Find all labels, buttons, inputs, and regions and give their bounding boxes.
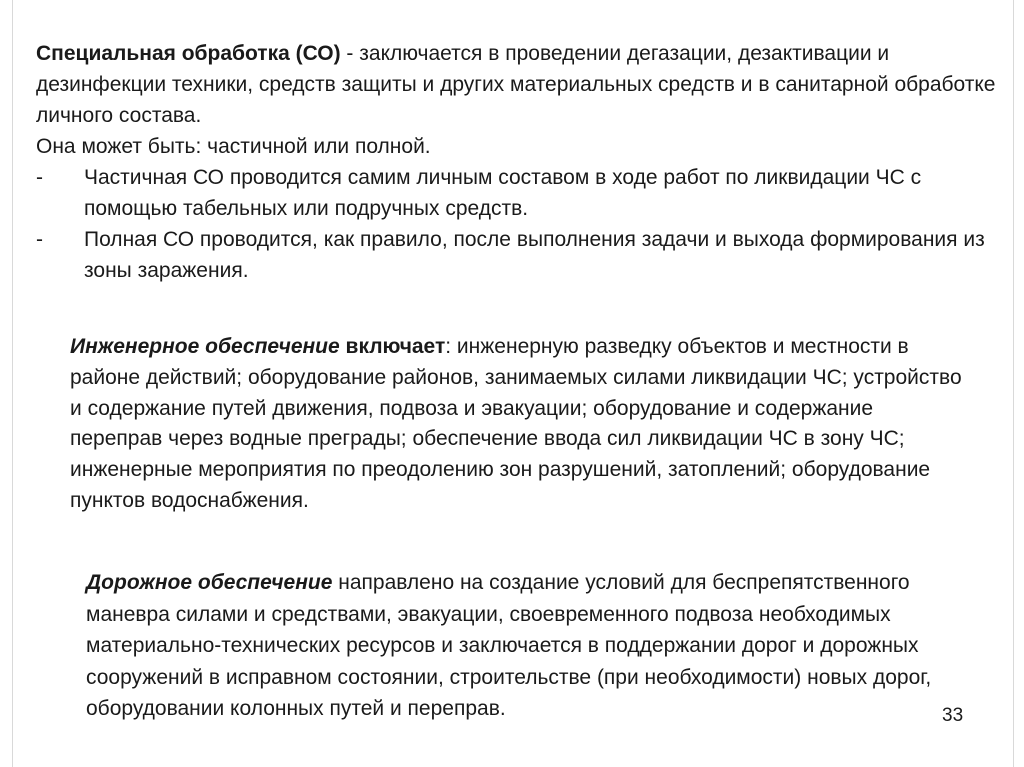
right-border-line	[1013, 0, 1014, 767]
road-support-section	[86, 567, 966, 725]
dash-bullet: -	[36, 166, 43, 189]
left-border-line	[12, 0, 13, 767]
engineering-support-text: : инженерную разведку объектов и местности в районе действий; оборудование районов, занимаемых силами ликвидации ЧС; устройство и содержание путей движения, подвоза и эвакуации; оборудование и содержание переправ через водные преграды; обеспечение ввода сил ликвидации ЧС в зону ЧС; инженерные мероприятия по преодолению зон разрушений, затоплений; оборудование пунктов водоснабжения.	[70, 335, 962, 512]
special-treatment-types: Она может быть: частичной или полной.	[36, 135, 431, 158]
list-item-text: Полная СО проводится, как правило, после выполнения задачи и выхода формирования из зоны заражения.	[84, 228, 985, 282]
list-item	[36, 162, 996, 224]
special-treatment-term: Специальная обработка (СО)	[36, 42, 341, 65]
engineering-support-verb: включает	[339, 335, 446, 358]
special-treatment-definition: - заключается в проведении дегазации, дезактивации и дезинфекции техники, средств защиты и других материальных средств и в санитарной обработке личного состава.	[36, 42, 996, 127]
road-support-paragraph	[86, 567, 966, 725]
road-support-term: Дорожное обеспечение	[86, 571, 333, 594]
special-treatment-paragraph	[36, 38, 996, 131]
page-number: 33	[942, 705, 964, 726]
engineering-support-paragraph	[70, 332, 970, 517]
list-item-text: Частичная СО проводится самим личным составом в ходе работ по ликвидации ЧС с помощью табельных или подручных средств.	[84, 166, 922, 220]
list-item	[36, 224, 996, 286]
road-support-text: направлено на создание условий для беспрепятственного маневра силами и средствами, эвакуации, своевременного подвоза необходимых материально-технических ресурсов и заключается в поддержании дорог и дорожных сооружений в исправном состоянии, строительстве (при необходимости) новых дорог, оборудовании колонных путей и переправ.	[86, 571, 932, 720]
dash-bullet: -	[36, 228, 43, 251]
engineering-support-term: Инженерное обеспечение	[70, 335, 340, 358]
engineering-support-section	[70, 332, 970, 517]
special-treatment-section	[36, 38, 996, 286]
